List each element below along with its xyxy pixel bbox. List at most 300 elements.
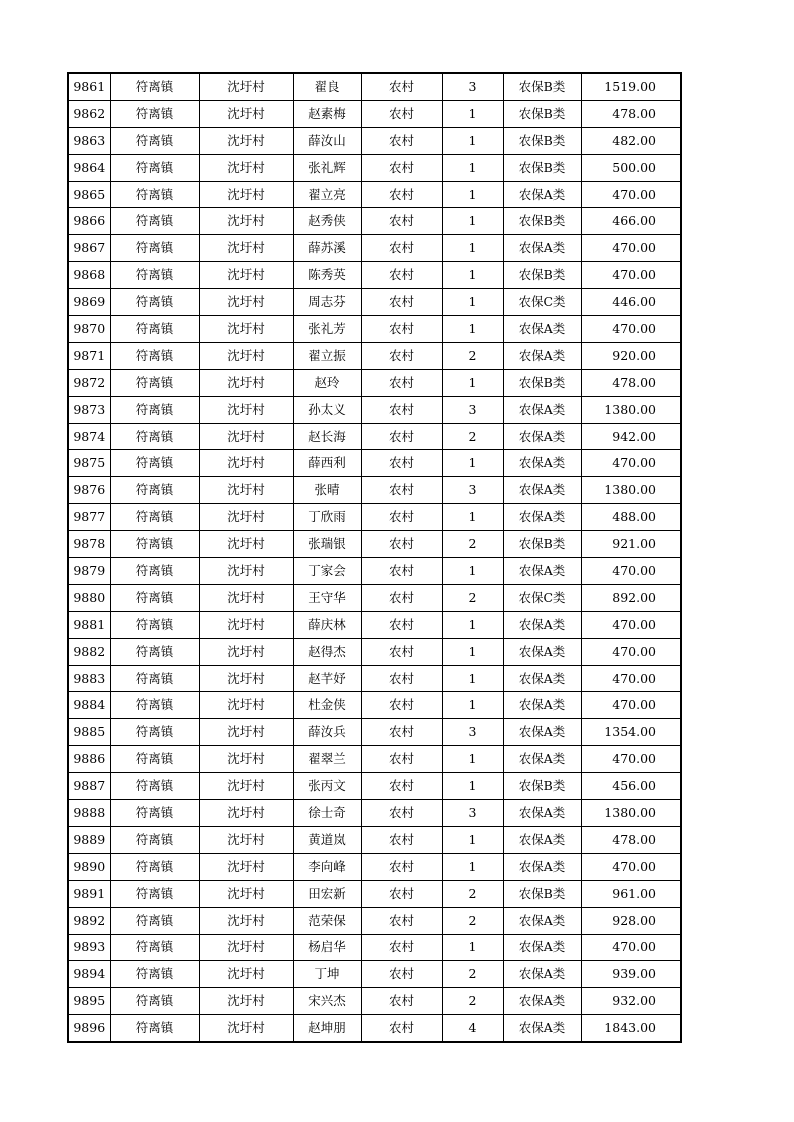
record-number-cell: 9862 [68,100,110,127]
household-size-cell: 1 [442,665,503,692]
insurance-category-cell: 农保A类 [503,746,581,773]
village-name-cell: 沈圩村 [199,342,293,369]
town-name-cell: 符离镇 [110,584,199,611]
household-size-cell: 1 [442,638,503,665]
village-name-cell: 沈圩村 [199,181,293,208]
household-type-cell: 农村 [361,584,442,611]
person-name-cell: 张丙文 [293,773,361,800]
town-name-cell: 符离镇 [110,504,199,531]
household-type-cell: 农村 [361,316,442,343]
village-name-cell: 沈圩村 [199,934,293,961]
subsidy-amount-cell: 470.00 [581,746,681,773]
village-name-cell: 沈圩村 [199,1015,293,1042]
person-name-cell: 薛苏溪 [293,235,361,262]
person-name-cell: 范荣保 [293,907,361,934]
record-number-cell: 9894 [68,961,110,988]
person-name-cell: 张晴 [293,477,361,504]
village-name-cell: 沈圩村 [199,450,293,477]
town-name-cell: 符离镇 [110,73,199,100]
table-row [68,611,681,638]
insurance-category-cell: 农保A类 [503,316,581,343]
town-name-cell: 符离镇 [110,100,199,127]
subsidy-amount-cell: 1380.00 [581,396,681,423]
table-row [68,369,681,396]
subsidy-amount-cell: 921.00 [581,531,681,558]
beneficiary-table [67,72,682,1043]
person-name-cell: 赵秀侠 [293,208,361,235]
person-name-cell: 赵坤朋 [293,1015,361,1042]
person-name-cell: 薛汝兵 [293,719,361,746]
town-name-cell: 符离镇 [110,1015,199,1042]
town-name-cell: 符离镇 [110,665,199,692]
subsidy-amount-cell: 466.00 [581,208,681,235]
village-name-cell: 沈圩村 [199,154,293,181]
village-name-cell: 沈圩村 [199,396,293,423]
household-type-cell: 农村 [361,208,442,235]
person-name-cell: 田宏新 [293,880,361,907]
household-type-cell: 农村 [361,638,442,665]
insurance-category-cell: 农保A类 [503,988,581,1015]
table-row [68,773,681,800]
household-size-cell: 1 [442,154,503,181]
record-number-cell: 9873 [68,396,110,423]
town-name-cell: 符离镇 [110,558,199,585]
village-name-cell: 沈圩村 [199,127,293,154]
record-number-cell: 9870 [68,316,110,343]
table-row [68,504,681,531]
household-size-cell: 1 [442,558,503,585]
table-row [68,154,681,181]
household-size-cell: 1 [442,208,503,235]
subsidy-amount-cell: 470.00 [581,665,681,692]
household-size-cell: 1 [442,692,503,719]
record-number-cell: 9888 [68,800,110,827]
town-name-cell: 符离镇 [110,262,199,289]
town-name-cell: 符离镇 [110,907,199,934]
person-name-cell: 赵芊妤 [293,665,361,692]
subsidy-amount-cell: 470.00 [581,611,681,638]
insurance-category-cell: 农保A类 [503,853,581,880]
insurance-category-cell: 农保A类 [503,477,581,504]
insurance-category-cell: 农保B类 [503,369,581,396]
household-size-cell: 1 [442,853,503,880]
record-number-cell: 9875 [68,450,110,477]
subsidy-amount-cell: 456.00 [581,773,681,800]
person-name-cell: 翟立振 [293,342,361,369]
insurance-category-cell: 农保A类 [503,558,581,585]
person-name-cell: 丁坤 [293,961,361,988]
record-number-cell: 9891 [68,880,110,907]
village-name-cell: 沈圩村 [199,477,293,504]
person-name-cell: 丁家会 [293,558,361,585]
person-name-cell: 薛庆林 [293,611,361,638]
table-row [68,181,681,208]
household-size-cell: 3 [442,73,503,100]
subsidy-amount-cell: 470.00 [581,235,681,262]
village-name-cell: 沈圩村 [199,773,293,800]
record-number-cell: 9865 [68,181,110,208]
insurance-category-cell: 农保B类 [503,262,581,289]
town-name-cell: 符离镇 [110,181,199,208]
table-row [68,934,681,961]
household-size-cell: 1 [442,181,503,208]
town-name-cell: 符离镇 [110,477,199,504]
village-name-cell: 沈圩村 [199,584,293,611]
household-type-cell: 农村 [361,880,442,907]
household-type-cell: 农村 [361,504,442,531]
record-number-cell: 9886 [68,746,110,773]
town-name-cell: 符离镇 [110,450,199,477]
subsidy-amount-cell: 1380.00 [581,477,681,504]
subsidy-amount-cell: 920.00 [581,342,681,369]
record-number-cell: 9893 [68,934,110,961]
table-row [68,289,681,316]
village-name-cell: 沈圩村 [199,531,293,558]
town-name-cell: 符离镇 [110,289,199,316]
record-number-cell: 9866 [68,208,110,235]
town-name-cell: 符离镇 [110,611,199,638]
subsidy-amount-cell: 1843.00 [581,1015,681,1042]
town-name-cell: 符离镇 [110,826,199,853]
record-number-cell: 9878 [68,531,110,558]
record-number-cell: 9881 [68,611,110,638]
record-number-cell: 9885 [68,719,110,746]
household-size-cell: 2 [442,342,503,369]
insurance-category-cell: 农保A类 [503,800,581,827]
record-number-cell: 9876 [68,477,110,504]
subsidy-amount-cell: 1380.00 [581,800,681,827]
subsidy-amount-cell: 892.00 [581,584,681,611]
town-name-cell: 符离镇 [110,423,199,450]
insurance-category-cell: 农保A类 [503,1015,581,1042]
table-row [68,584,681,611]
person-name-cell: 张礼芳 [293,316,361,343]
person-name-cell: 徐士奇 [293,800,361,827]
household-size-cell: 1 [442,450,503,477]
person-name-cell: 薛西利 [293,450,361,477]
record-number-cell: 9892 [68,907,110,934]
subsidy-amount-cell: 488.00 [581,504,681,531]
subsidy-amount-cell: 470.00 [581,934,681,961]
household-type-cell: 农村 [361,719,442,746]
village-name-cell: 沈圩村 [199,558,293,585]
village-name-cell: 沈圩村 [199,853,293,880]
household-size-cell: 4 [442,1015,503,1042]
town-name-cell: 符离镇 [110,719,199,746]
household-type-cell: 农村 [361,558,442,585]
insurance-category-cell: 农保A类 [503,504,581,531]
record-number-cell: 9877 [68,504,110,531]
household-type-cell: 农村 [361,1015,442,1042]
insurance-category-cell: 农保A类 [503,692,581,719]
subsidy-amount-cell: 478.00 [581,369,681,396]
table-row [68,477,681,504]
table-row [68,826,681,853]
subsidy-amount-cell: 470.00 [581,181,681,208]
record-number-cell: 9880 [68,584,110,611]
person-name-cell: 薛汝山 [293,127,361,154]
household-type-cell: 农村 [361,853,442,880]
table-row [68,73,681,100]
village-name-cell: 沈圩村 [199,988,293,1015]
town-name-cell: 符离镇 [110,773,199,800]
household-type-cell: 农村 [361,773,442,800]
subsidy-amount-cell: 478.00 [581,100,681,127]
household-type-cell: 农村 [361,988,442,1015]
person-name-cell: 翟立亮 [293,181,361,208]
table-row [68,907,681,934]
subsidy-amount-cell: 470.00 [581,558,681,585]
insurance-category-cell: 农保B类 [503,73,581,100]
record-number-cell: 9863 [68,127,110,154]
insurance-category-cell: 农保A类 [503,235,581,262]
village-name-cell: 沈圩村 [199,208,293,235]
village-name-cell: 沈圩村 [199,423,293,450]
insurance-category-cell: 农保A类 [503,907,581,934]
table-row [68,800,681,827]
subsidy-amount-cell: 500.00 [581,154,681,181]
household-size-cell: 1 [442,369,503,396]
insurance-category-cell: 农保B类 [503,208,581,235]
person-name-cell: 周志芬 [293,289,361,316]
insurance-category-cell: 农保B类 [503,127,581,154]
town-name-cell: 符离镇 [110,369,199,396]
village-name-cell: 沈圩村 [199,826,293,853]
insurance-category-cell: 农保A类 [503,423,581,450]
table-row [68,342,681,369]
table-row [68,719,681,746]
person-name-cell: 赵素梅 [293,100,361,127]
table-row [68,396,681,423]
table-row [68,638,681,665]
household-type-cell: 农村 [361,800,442,827]
household-size-cell: 1 [442,773,503,800]
household-type-cell: 农村 [361,235,442,262]
insurance-category-cell: 农保A类 [503,961,581,988]
village-name-cell: 沈圩村 [199,369,293,396]
insurance-category-cell: 农保A类 [503,638,581,665]
table-row [68,262,681,289]
household-size-cell: 3 [442,719,503,746]
record-number-cell: 9864 [68,154,110,181]
insurance-category-cell: 农保A类 [503,611,581,638]
record-number-cell: 9861 [68,73,110,100]
household-type-cell: 农村 [361,127,442,154]
person-name-cell: 宋兴杰 [293,988,361,1015]
subsidy-amount-cell: 470.00 [581,638,681,665]
table-row [68,100,681,127]
record-number-cell: 9882 [68,638,110,665]
household-size-cell: 2 [442,531,503,558]
person-name-cell: 赵得杰 [293,638,361,665]
subsidy-amount-cell: 470.00 [581,262,681,289]
table-row [68,558,681,585]
record-number-cell: 9874 [68,423,110,450]
village-name-cell: 沈圩村 [199,73,293,100]
subsidy-amount-cell: 1519.00 [581,73,681,100]
table-row [68,665,681,692]
person-name-cell: 翟良 [293,73,361,100]
town-name-cell: 符离镇 [110,531,199,558]
record-number-cell: 9883 [68,665,110,692]
insurance-category-cell: 农保B类 [503,100,581,127]
town-name-cell: 符离镇 [110,746,199,773]
village-name-cell: 沈圩村 [199,800,293,827]
insurance-category-cell: 农保A类 [503,396,581,423]
record-number-cell: 9869 [68,289,110,316]
table-row [68,961,681,988]
subsidy-amount-cell: 939.00 [581,961,681,988]
village-name-cell: 沈圩村 [199,746,293,773]
person-name-cell: 李向峰 [293,853,361,880]
household-type-cell: 农村 [361,746,442,773]
table-row [68,988,681,1015]
town-name-cell: 符离镇 [110,342,199,369]
town-name-cell: 符离镇 [110,988,199,1015]
household-size-cell: 1 [442,826,503,853]
insurance-category-cell: 农保B类 [503,531,581,558]
insurance-category-cell: 农保A类 [503,450,581,477]
town-name-cell: 符离镇 [110,853,199,880]
person-name-cell: 黄道岚 [293,826,361,853]
town-name-cell: 符离镇 [110,208,199,235]
village-name-cell: 沈圩村 [199,235,293,262]
table-row [68,853,681,880]
table-row [68,692,681,719]
subsidy-amount-cell: 470.00 [581,316,681,343]
village-name-cell: 沈圩村 [199,961,293,988]
insurance-category-cell: 农保A类 [503,665,581,692]
village-name-cell: 沈圩村 [199,880,293,907]
table-row [68,235,681,262]
household-size-cell: 2 [442,907,503,934]
subsidy-amount-cell: 961.00 [581,880,681,907]
insurance-category-cell: 农保A类 [503,181,581,208]
insurance-category-cell: 农保A类 [503,719,581,746]
insurance-category-cell: 农保A类 [503,826,581,853]
person-name-cell: 丁欣雨 [293,504,361,531]
household-size-cell: 1 [442,934,503,961]
person-name-cell: 翟翠兰 [293,746,361,773]
household-size-cell: 3 [442,477,503,504]
subsidy-amount-cell: 482.00 [581,127,681,154]
table-row [68,208,681,235]
subsidy-amount-cell: 942.00 [581,423,681,450]
household-type-cell: 农村 [361,961,442,988]
record-number-cell: 9889 [68,826,110,853]
person-name-cell: 赵长海 [293,423,361,450]
table-row [68,746,681,773]
household-size-cell: 1 [442,289,503,316]
subsidy-amount-cell: 470.00 [581,692,681,719]
insurance-category-cell: 农保A类 [503,934,581,961]
household-size-cell: 1 [442,504,503,531]
village-name-cell: 沈圩村 [199,289,293,316]
household-type-cell: 农村 [361,396,442,423]
household-type-cell: 农村 [361,423,442,450]
table-row [68,531,681,558]
household-type-cell: 农村 [361,826,442,853]
household-type-cell: 农村 [361,611,442,638]
town-name-cell: 符离镇 [110,316,199,343]
record-number-cell: 9895 [68,988,110,1015]
household-size-cell: 1 [442,262,503,289]
household-type-cell: 农村 [361,100,442,127]
town-name-cell: 符离镇 [110,800,199,827]
table-row [68,1015,681,1042]
record-number-cell: 9879 [68,558,110,585]
household-type-cell: 农村 [361,289,442,316]
insurance-category-cell: 农保C类 [503,289,581,316]
household-type-cell: 农村 [361,73,442,100]
insurance-category-cell: 农保A类 [503,342,581,369]
record-number-cell: 9872 [68,369,110,396]
household-type-cell: 农村 [361,181,442,208]
record-number-cell: 9887 [68,773,110,800]
insurance-category-cell: 农保B类 [503,154,581,181]
town-name-cell: 符离镇 [110,638,199,665]
person-name-cell: 王守华 [293,584,361,611]
household-size-cell: 1 [442,100,503,127]
village-name-cell: 沈圩村 [199,316,293,343]
household-type-cell: 农村 [361,665,442,692]
village-name-cell: 沈圩村 [199,100,293,127]
record-number-cell: 9871 [68,342,110,369]
record-number-cell: 9884 [68,692,110,719]
table-row [68,880,681,907]
subsidy-amount-cell: 478.00 [581,826,681,853]
household-type-cell: 农村 [361,907,442,934]
town-name-cell: 符离镇 [110,154,199,181]
town-name-cell: 符离镇 [110,692,199,719]
town-name-cell: 符离镇 [110,127,199,154]
person-name-cell: 陈秀英 [293,262,361,289]
town-name-cell: 符离镇 [110,396,199,423]
person-name-cell: 张瑞银 [293,531,361,558]
insurance-category-cell: 农保B类 [503,880,581,907]
record-number-cell: 9868 [68,262,110,289]
household-type-cell: 农村 [361,450,442,477]
subsidy-amount-cell: 1354.00 [581,719,681,746]
record-number-cell: 9896 [68,1015,110,1042]
household-size-cell: 1 [442,127,503,154]
household-size-cell: 2 [442,423,503,450]
household-size-cell: 2 [442,961,503,988]
household-size-cell: 2 [442,880,503,907]
table-row [68,127,681,154]
town-name-cell: 符离镇 [110,235,199,262]
table-row [68,450,681,477]
subsidy-amount-cell: 928.00 [581,907,681,934]
household-size-cell: 2 [442,584,503,611]
town-name-cell: 符离镇 [110,880,199,907]
village-name-cell: 沈圩村 [199,504,293,531]
village-name-cell: 沈圩村 [199,638,293,665]
subsidy-amount-cell: 470.00 [581,450,681,477]
person-name-cell: 孙太义 [293,396,361,423]
table-row [68,423,681,450]
village-name-cell: 沈圩村 [199,719,293,746]
village-name-cell: 沈圩村 [199,907,293,934]
insurance-category-cell: 农保B类 [503,773,581,800]
household-type-cell: 农村 [361,692,442,719]
household-type-cell: 农村 [361,369,442,396]
subsidy-amount-cell: 446.00 [581,289,681,316]
town-name-cell: 符离镇 [110,961,199,988]
table-row [68,316,681,343]
household-type-cell: 农村 [361,477,442,504]
household-type-cell: 农村 [361,531,442,558]
